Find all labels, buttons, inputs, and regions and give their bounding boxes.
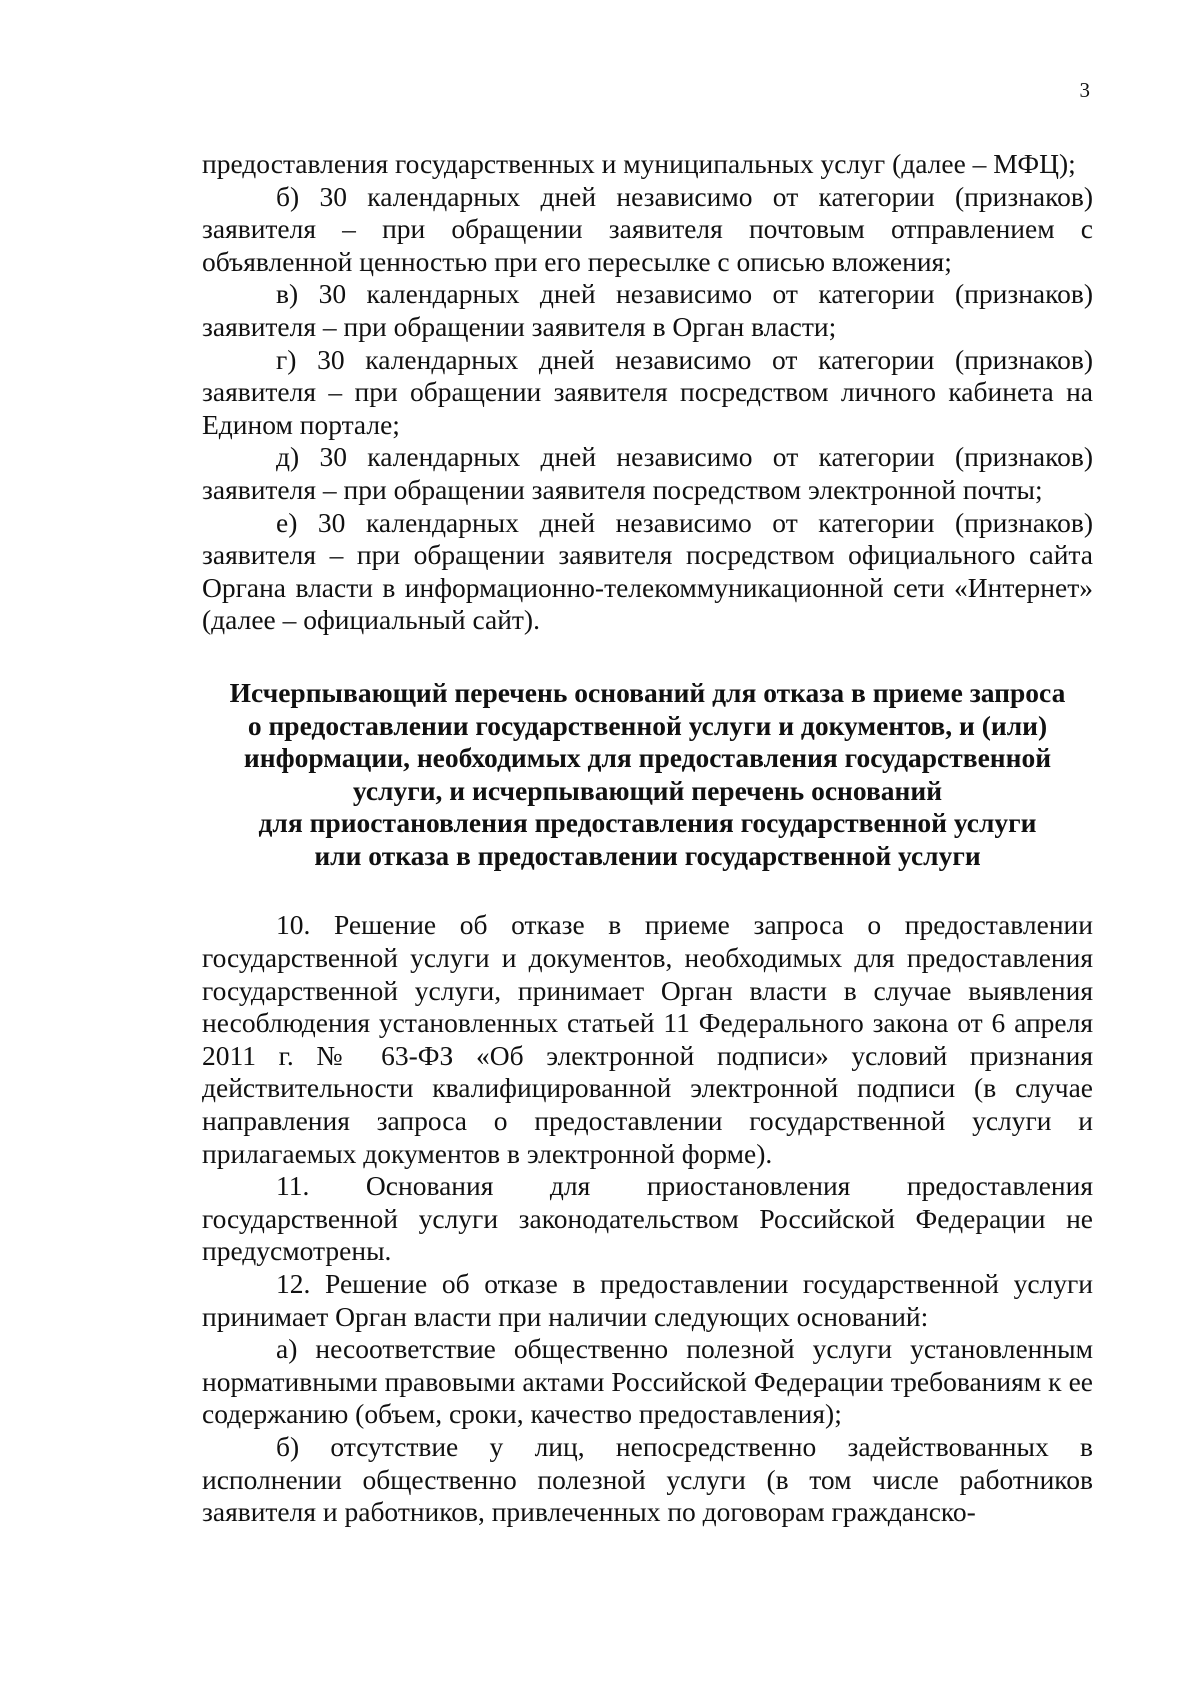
- paragraph-clause-12-b: б) отсутствие у лиц, непосредственно задействованных в исполнении общественно полезной услуги (в том числе работников заявителя и работников, привлеченных по договорам гражданско-: [202, 1430, 1093, 1528]
- heading-line: услуги, и исчерпывающий перечень оснований: [352, 774, 943, 806]
- paragraph-item-b-postal: б) 30 календарных дней независимо от категории (признаков) заявителя – при обращении заявителя почтовым отправлением с объявленной ценностью при его пересылке с описью вложения;: [202, 180, 1093, 277]
- paragraph-clause-12-a: а) несоответствие общественно полезной услуги установленным нормативными правовыми актами Российской Федерации требованиям к ее содержанию (объем, сроки, качество предоставления);: [202, 1333, 1093, 1430]
- heading-line: информации, необходимых для предоставления государственной: [243, 742, 1052, 774]
- heading-line: для приостановления предоставления государственной услуги: [258, 807, 1037, 839]
- paragraph-item-v-authority: в) 30 календарных дней независимо от категории (признаков) заявителя – при обращении заявителя в Орган власти;: [202, 278, 1093, 342]
- paragraph-clause-12: 12. Решение об отказе в предоставлении государственной услуги принимает Орган власти при наличии следующих оснований:: [202, 1268, 1093, 1332]
- document-body: [202, 148, 1093, 1529]
- heading-line: о предоставлении государственной услуги и документов, и (или): [247, 709, 1048, 741]
- page-number: 3: [1079, 78, 1090, 102]
- heading-line: Исчерпывающий перечень оснований для отказа в приеме запроса: [229, 676, 1066, 708]
- paragraph-item-d-email: д) 30 календарных дней независимо от категории (признаков) заявителя – при обращении заявителя посредством электронной почты;: [202, 441, 1093, 505]
- heading-line: или отказа в предоставлении государственной услуги: [314, 839, 981, 871]
- paragraph-item-g-portal: г) 30 календарных дней независимо от категории (признаков) заявителя – при обращении заявителя посредством личного кабинета на Едином портале;: [202, 343, 1093, 440]
- paragraph-clause-10: 10. Решение об отказе в приеме запроса о предоставлении государственной услуги и документов, необходимых для предоставления государственной услуги, принимает Орган власти в случае выявления несоблюдения установленных статьей 11 Федерального закона от 6 апреля 2011 г. № 63-ФЗ «Об электронной подписи» условий признания действительности квалифицированной электронной подписи (в случае направления запроса о предоставлении государственной услуги и прилагаемых документов в электронной форме).: [202, 909, 1093, 1169]
- paragraph-clause-11: 11. Основания для приостановления предоставления государственной услуги законодательством Российской Федерации не предусмотрены.: [202, 1170, 1093, 1267]
- paragraph-item-e-website: е) 30 календарных дней независимо от категории (признаков) заявителя – при обращении заявителя посредством официального сайта Органа власти в информационно-телекоммуникационной сети «Интернет» (далее – официальный сайт).: [202, 506, 1093, 636]
- section-heading: [202, 677, 1093, 873]
- paragraph-mfc-continuation: предоставления государственных и муниципальных услуг (далее – МФЦ);: [202, 148, 1076, 179]
